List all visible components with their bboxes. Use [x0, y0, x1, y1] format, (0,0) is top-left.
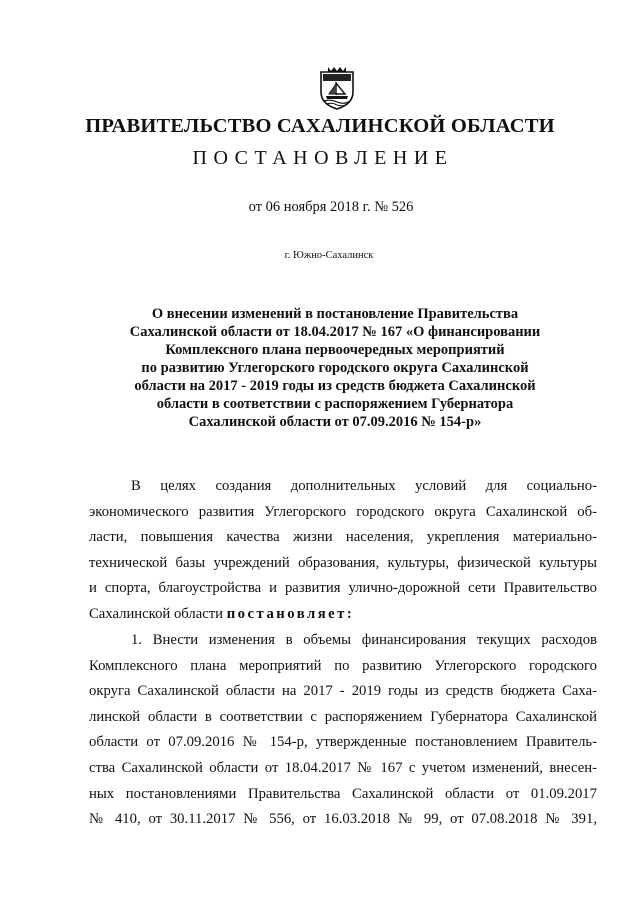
preamble-paragraph [89, 474, 597, 628]
subject-line: Сахалинской области от 07.09.2016 № 154-р» [188, 414, 482, 430]
document-place: г. Южно-Сахалинск [284, 250, 374, 261]
paragraph-line: технической базы учреждений образования, культуры, физической культуры [89, 554, 597, 571]
paragraph-line: ласти, повышения качества жизни населения, укрепления материально- [89, 529, 597, 546]
organization-title: ПРАВИТЕЛЬСТВО САХАЛИНСКОЙ ОБЛАСТИ [85, 115, 555, 137]
paragraph-line: линской области в соответствии с распоряжением Губернатора Сахалинской [89, 708, 597, 725]
document-type: ПОСТАНОВЛЕНИЕ [192, 147, 454, 169]
paragraph-line: области от 07.09.2016 № 154-р, утвержденные постановлением Правитель- [89, 734, 597, 751]
paragraph-line: № 410, от 30.11.2017 № 556, от 16.03.2018 № 99, от 07.08.2018 № 391, [89, 811, 597, 828]
subject-line: области на 2017 - 2019 годы из средств бюджета Сахалинской [134, 378, 536, 394]
paragraph-line-last [89, 602, 597, 628]
paragraph-line: ных постановлениями Правительства Сахалинской области от 01.09.2017 [89, 785, 597, 802]
subject-line: по развитию Углегорского городского округа Сахалинской [141, 360, 529, 376]
paragraph-line: экономического развития Углегорского городского округа Сахалинской об- [89, 503, 597, 520]
document-subject [100, 305, 570, 431]
paragraph-line: В целях создания дополнительных условий для социально- [131, 478, 597, 494]
paragraph-line: Комплексного плана мероприятий по развитию Углегорского городского [89, 657, 597, 674]
decree-word: постановляет: [226, 605, 355, 622]
document-date-number: от 06 ноября 2018 г. № 526 [248, 199, 414, 215]
coat-of-arms-icon [318, 66, 356, 110]
subject-line: О внесении изменений в постановление Правительства [151, 306, 519, 322]
item-1-paragraph [89, 628, 597, 833]
paragraph-line: ства Сахалинской области от 18.04.2017 № 167 с учетом изменений, внесен- [89, 759, 597, 776]
paragraph-line: округа Сахалинской области на 2017 - 2019 годы из средств бюджета Саха- [89, 683, 597, 700]
paragraph-text: Сахалинской области [89, 605, 227, 622]
subject-line: Комплексного плана первоочередных мероприятий [165, 342, 505, 358]
subject-line: Сахалинской области от 18.04.2017 № 167 «О финансировании [129, 324, 541, 340]
paragraph-line: 1. Внести изменения в объемы финансирования текущих расходов [131, 632, 597, 648]
subject-line: области в соответствии с распоряжением Губернатора [156, 396, 514, 412]
paragraph-line: и спорта, благоустройства и развития улично-дорожной сети Правительство [89, 580, 597, 597]
